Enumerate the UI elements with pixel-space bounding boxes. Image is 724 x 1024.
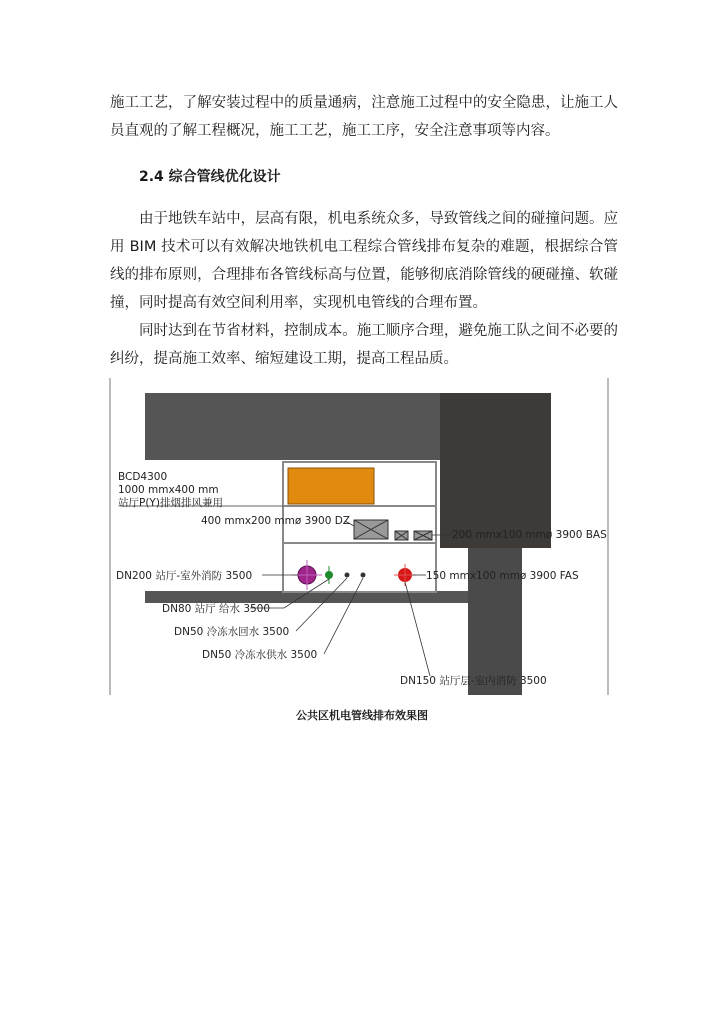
water-supply-label: DN80 站厅 给水 3500 [162, 603, 271, 615]
beam-block [440, 393, 551, 548]
chilled-return-label: DN50 冷冻水回水 3500 [174, 626, 290, 638]
chilled-return-pipe [345, 573, 350, 578]
chilled-supply-label: DN50 冷冻水供水 3500 [202, 649, 318, 661]
dz-label: 400 mmx200 mmø 3900 DZ [201, 515, 350, 527]
paragraph-3: 同时达到在节省材料，控制成本。施工顺序合理，避免施工队之间不必要的纠纷，提高施工效率、缩短建设工期，提高工程品质。 [110, 323, 618, 367]
fire-ext-label: DN200 站厅-室外消防 3500 [116, 570, 253, 582]
ceiling-slab [145, 393, 442, 460]
fas-label: 150 mmx100 mmø 3900 FAS [426, 570, 579, 582]
fire-int-label: DN150 站厅层-室内消防 3500 [400, 675, 547, 687]
smoke-exhaust-duct [288, 468, 374, 504]
paragraph-2: 由于地铁车站中，层高有限，机电系统众多，导致管线之间的碰撞问题。应用 BIM 技术可以有效解决地铁机电工程综合管线排布复杂的难题，根据综合管线的排布原则，合理排布各管线标高与位置，能够彻底消除管线的硬碰撞、软碰撞，同时提高有效空间利用率，实现机电管线的合理布置。 [110, 211, 618, 311]
bas-label: 200 mmx100 mmø 3900 BAS [452, 529, 607, 541]
chilled-supply-pipe [361, 573, 366, 578]
paragraph-1: 施工工艺，了解安装过程中的质量通病，注意施工过程中的安全隐患，让施工人员直观的了解工程概况，施工工艺，施工工序，安全注意事项等内容。 [110, 95, 618, 139]
duct-label-code: BCD4300 [118, 471, 168, 483]
section-heading: 2.4 综合管线优化设计 [139, 169, 281, 185]
duct-label-use: 站厅P(Y)排烟排风兼用 [118, 497, 223, 509]
figure-caption: 公共区机电管线排布效果图 [296, 709, 428, 722]
duct-label-size: 1000 mmx400 mm [118, 484, 219, 496]
